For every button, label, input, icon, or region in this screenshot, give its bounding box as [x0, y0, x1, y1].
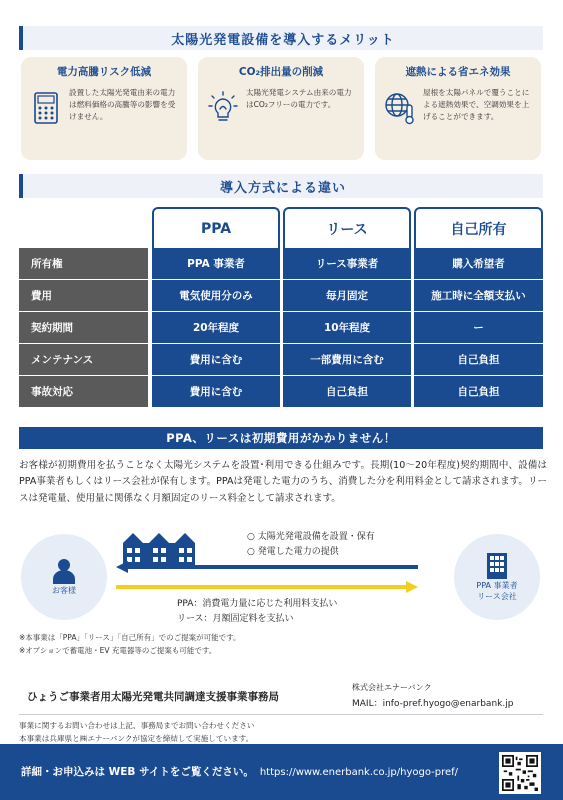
- table-cell: 施工時に全額支払い: [414, 280, 543, 311]
- table-cell: 自己負担: [414, 376, 543, 407]
- provider-label-ppa: PPA 事業者: [476, 581, 518, 591]
- merits-heading: 太陽光発電設備を導入するメリット: [171, 32, 395, 48]
- merit-title: CO₂排出量の削減: [238, 66, 324, 78]
- service-list: [247, 530, 375, 561]
- row-label: メンテナンス: [19, 344, 148, 375]
- table-row: [19, 344, 543, 376]
- table-cell: 購入希望者: [414, 248, 543, 279]
- table-cell: 費用に含む: [152, 376, 280, 407]
- table-cell: リース事業者: [283, 248, 411, 279]
- table-cell: ー: [414, 312, 543, 343]
- merit-title: 遮熱による省エネ効果: [405, 66, 511, 78]
- merit-text: 屋根を太陽パネルで覆うことによる遮熱効果で、空調効果を上げることができます。: [423, 88, 530, 122]
- table-cell: 自己負担: [414, 344, 543, 375]
- comparison-heading-bar: [19, 174, 543, 198]
- table-cell: 費用に含む: [152, 344, 280, 375]
- calculator-icon: [29, 91, 63, 125]
- merits-heading-bar: [19, 26, 543, 50]
- footer-text: [21, 764, 458, 779]
- office-name: ひょうご事業者用太陽光発電共同調達支援事業事務局: [27, 691, 279, 703]
- table-cell: 毎月固定: [283, 280, 411, 311]
- power-supply-arrow: [116, 561, 418, 573]
- payment-ppa: PPA：消費電力量に応じた利用料支払い: [177, 599, 338, 609]
- column-header-lease: リース: [283, 207, 411, 248]
- note-item: ※本事業は「PPA」「リース」「自己所有」でのご提案が可能です。: [19, 633, 241, 642]
- table-row: [19, 376, 543, 408]
- merit-card-cost: [21, 57, 187, 160]
- contact-line: 本事業は兵庫県と㈱エナーバンクが協定を締結して実施しています。: [19, 733, 254, 743]
- payment-arrow: [116, 581, 418, 593]
- globe-thermometer-icon: [383, 91, 417, 125]
- website-link[interactable]: https://www.enerbank.co.jp/hyogo-pref/: [259, 767, 459, 778]
- service-power: ○ 発電した電力の提供: [247, 547, 339, 558]
- table-row: [19, 312, 543, 344]
- table-row: [19, 248, 543, 280]
- notes: [19, 632, 241, 658]
- service-install: ○ 太陽光発電設備を設置・保有: [247, 532, 375, 542]
- merit-text: 設置した太陽光発電由来の電力は燃料価格の高騰等の影響を受けません。: [69, 88, 176, 122]
- customer-label: お客様: [52, 585, 76, 595]
- row-label: 所有権: [19, 248, 148, 279]
- person-icon: [52, 558, 76, 584]
- comparison-heading: 導入方式による違い: [219, 180, 346, 196]
- column-header-own: 自己所有: [414, 207, 543, 248]
- merit-card-heat: [375, 57, 541, 160]
- office-info: [19, 682, 543, 710]
- note-item: ※オプションで蓄電池・EV 充電器等のご提案も可能です。: [19, 645, 217, 655]
- table-cell: 10年程度: [283, 312, 411, 343]
- table-cell: 自己負担: [283, 376, 411, 407]
- table-cell: 一部費用に含む: [283, 344, 411, 375]
- no-initial-cost-banner: PPA、リースは初期費用がかかりません！: [19, 427, 543, 449]
- qr-code-icon[interactable]: [499, 752, 541, 794]
- payment-list: [177, 597, 337, 628]
- footer-bar: [0, 744, 563, 800]
- table-cell: 電気使用分のみ: [152, 280, 280, 311]
- payment-lease: リース：月額固定料を支払い: [177, 614, 294, 625]
- building-icon: [483, 551, 511, 579]
- row-label: 費用: [19, 280, 148, 311]
- row-label: 契約期間: [19, 312, 148, 343]
- company-name: 株式会社エナーバンク: [352, 683, 432, 692]
- lightbulb-icon: [206, 91, 240, 125]
- merit-card-co2: [198, 57, 364, 160]
- provider-label-lease: リース会社: [477, 592, 517, 601]
- customer-circle: [21, 534, 107, 620]
- column-header-ppa: PPA: [152, 207, 280, 248]
- footer-message: 詳細・お申込みは WEB サイトをご覧ください。: [21, 766, 254, 778]
- table-cell: 20年程度: [152, 312, 280, 343]
- merit-text: 太陽光発電システム由来の電力はCO₂フリーの電力です。: [246, 88, 352, 110]
- provider-circle: [454, 534, 540, 620]
- contact-notes: [19, 714, 543, 745]
- table-cell: PPA 事業者: [152, 248, 280, 279]
- row-label: 事故対応: [19, 376, 148, 407]
- table-row: [19, 280, 543, 312]
- contact-line: 事業に関するお問い合わせは上記、事務局までお問い合わせください: [19, 721, 255, 730]
- merit-title: 電力高騰リスク低減: [56, 66, 152, 78]
- intro-paragraph: お客様が初期費用を払うことなく太陽光システムを設置･利用できる仕組みです。長期(10〜20年程度)契約期間中、設備はPPA事業者もしくはリース会社が保有します。PPAは発電した電力のうち、消費した分を利用料金として請求されます。リースは発電量、使用量に関係なく月額固定のリース料金として請求されます。: [19, 460, 547, 504]
- contact-mail: MAIL：info-pref.hyogo@enarbank.jp: [352, 699, 514, 709]
